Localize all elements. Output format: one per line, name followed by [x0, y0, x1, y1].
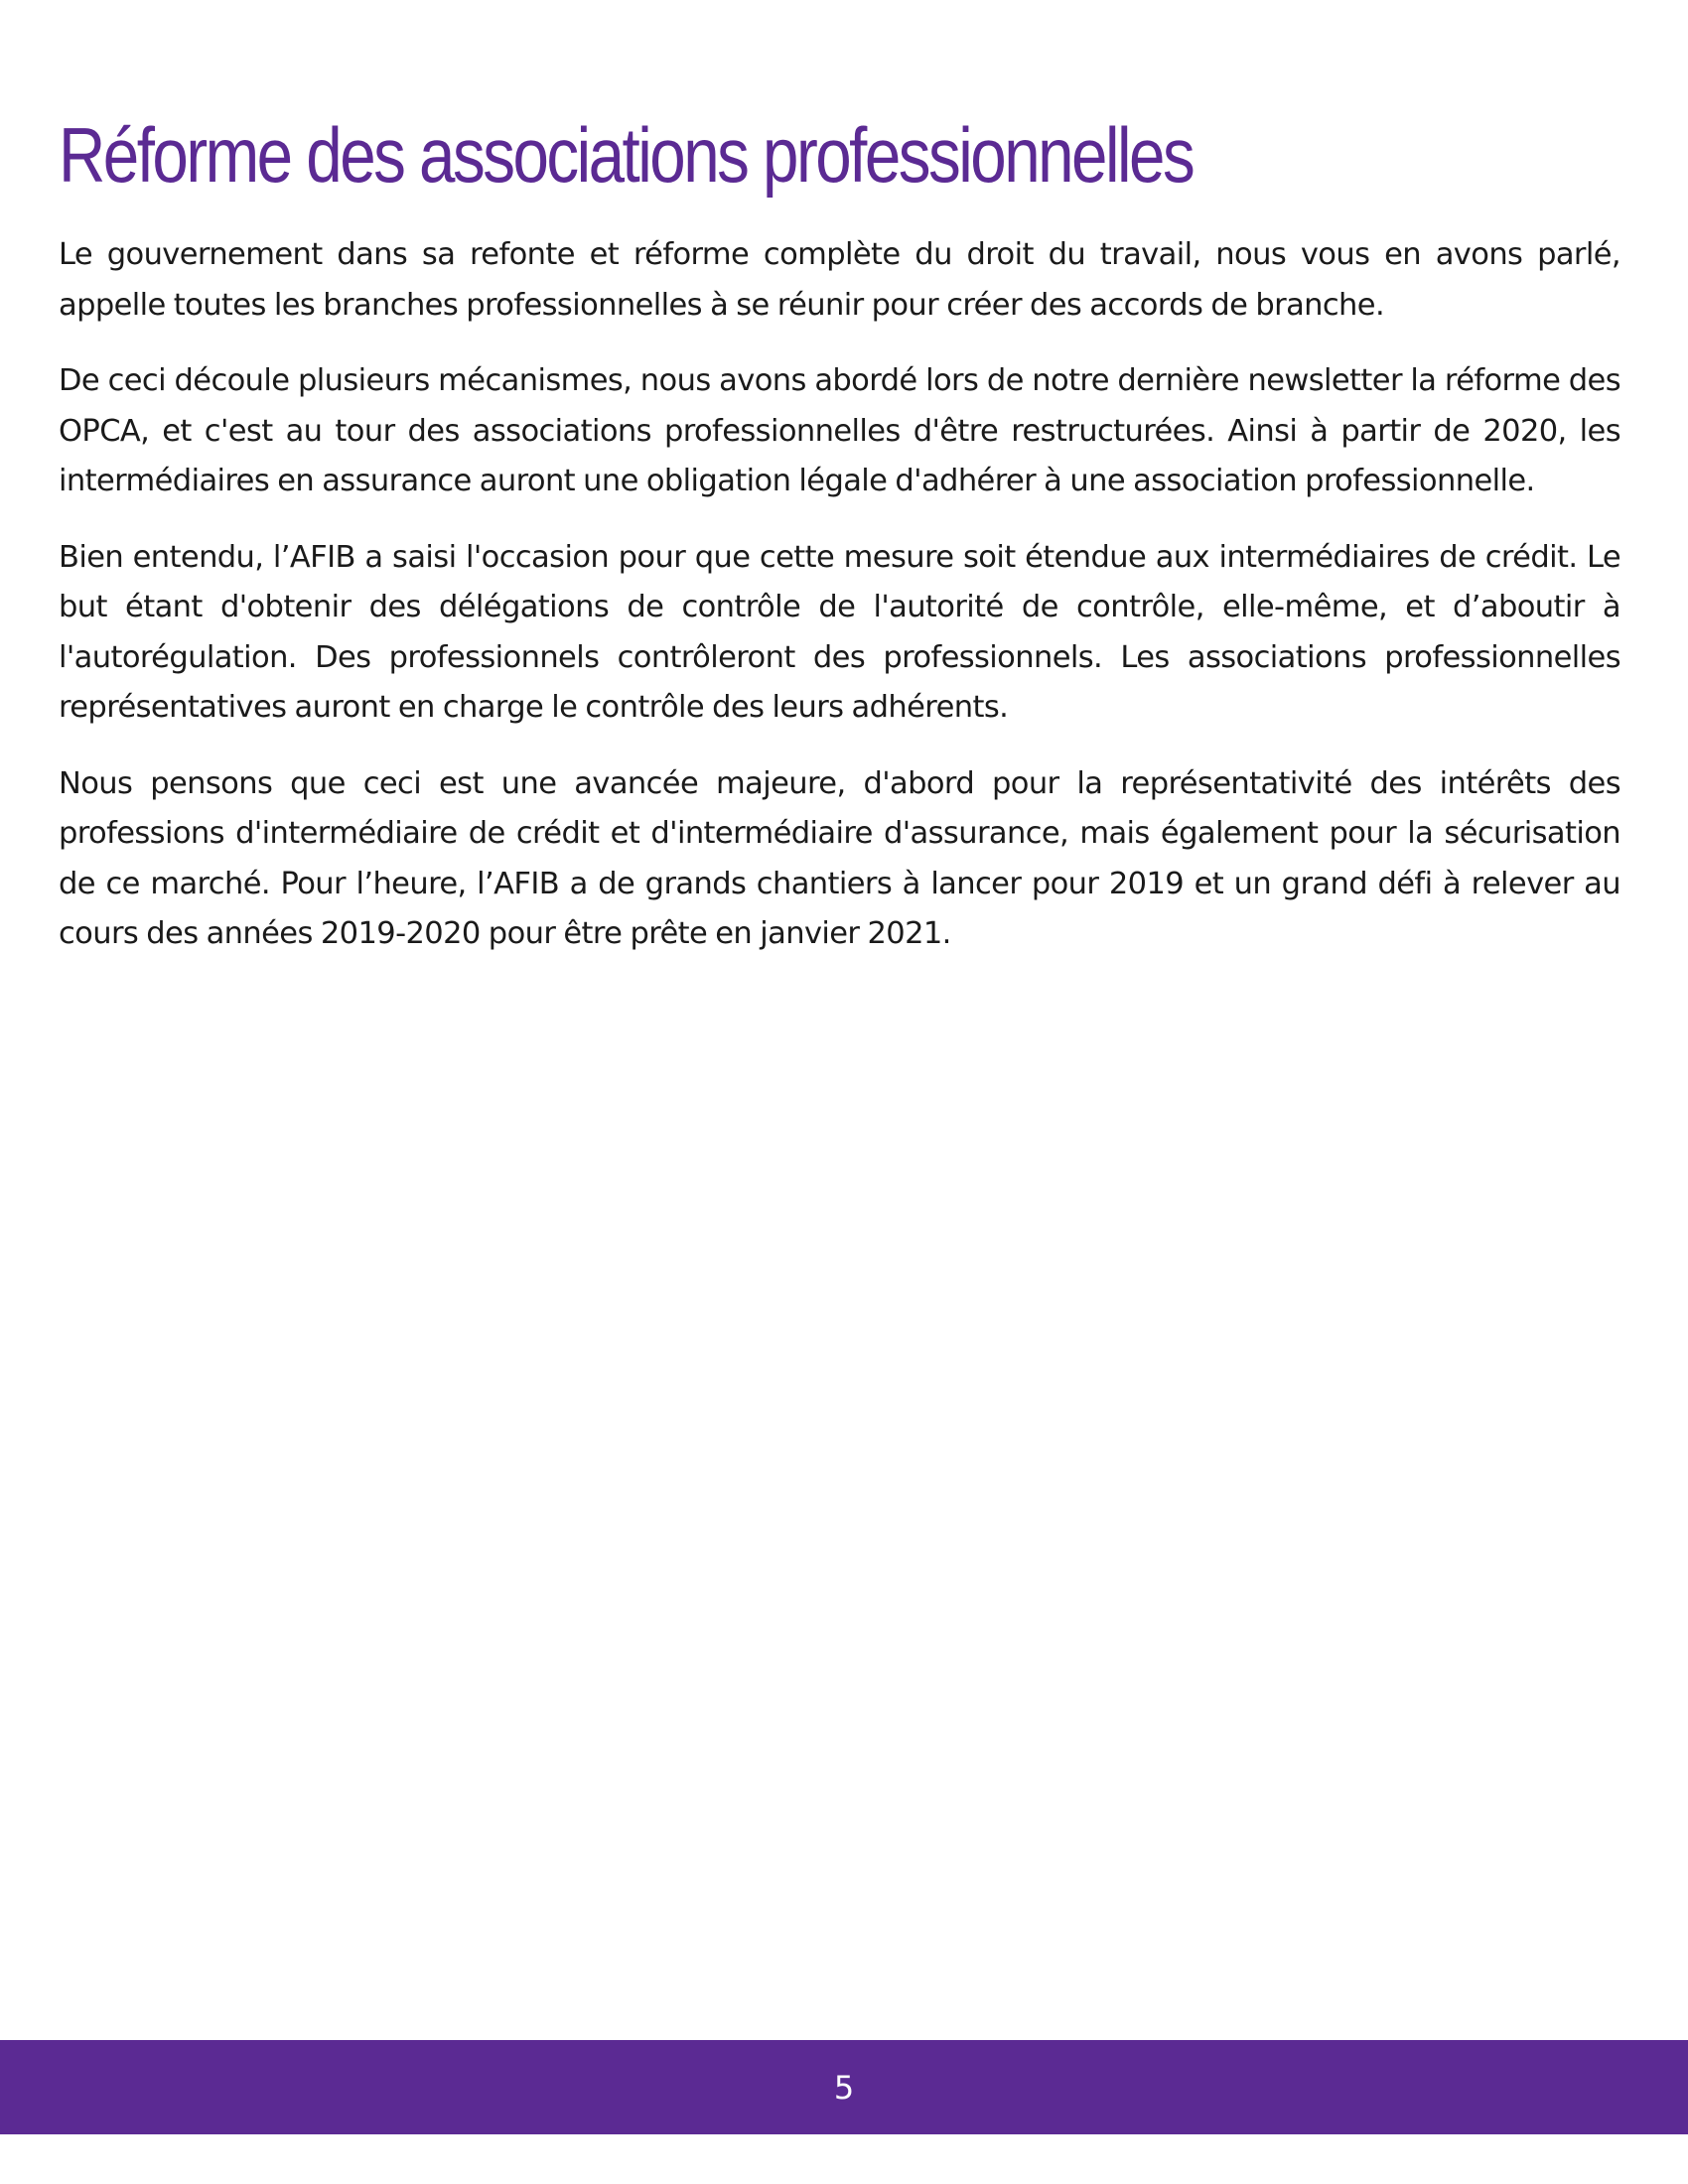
paragraph-1: Le gouvernement dans sa refonte et réforme complète du droit du travail, nous vous en avons parlé, appelle toutes les branches professionnelles à se réunir pour créer des accords de branche.: [59, 237, 1620, 323]
page-number: 5: [833, 2068, 855, 2107]
page-title: Réforme des associations professionnelles: [59, 111, 1194, 199]
paragraph-3: Bien entendu, l’AFIB a saisi l'occasion pour que cette mesure soit étendue aux intermédiaires de crédit. Le but étant d'obtenir des délégations de contrôle de l'autorité de contrôle, elle-même, et d’aboutir à l'autorégulation. Des professionnels contrôleront des professionnels. Les associations professionnelles représentatives auront en charge le contrôle des leurs adhérents.: [59, 539, 1620, 725]
paragraph-4: Nous pensons que ceci est une avancée majeure, d'abord pour la représentativité des intérêts des professions d'intermédiaire de crédit et d'intermédiaire d'assurance, mais également pour la sécurisation de ce marché. Pour l’heure, l’AFIB a de grands chantiers à lancer pour 2019 et un grand défi à relever au cours des années 2019-2020 pour être prête en janvier 2021.: [59, 765, 1620, 951]
footer-bar: [0, 2040, 1688, 2134]
article: [59, 107, 1620, 986]
paragraph-2: De ceci découle plusieurs mécanismes, nous avons abordé lors de notre dernière newsletter la réforme des OPCA, et c'est au tour des associations professionnelles d'être restructurées. Ainsi à partir de 2020, les intermédiaires en assurance auront une obligation légale d'adhérer à une association professionnelle.: [59, 363, 1620, 498]
